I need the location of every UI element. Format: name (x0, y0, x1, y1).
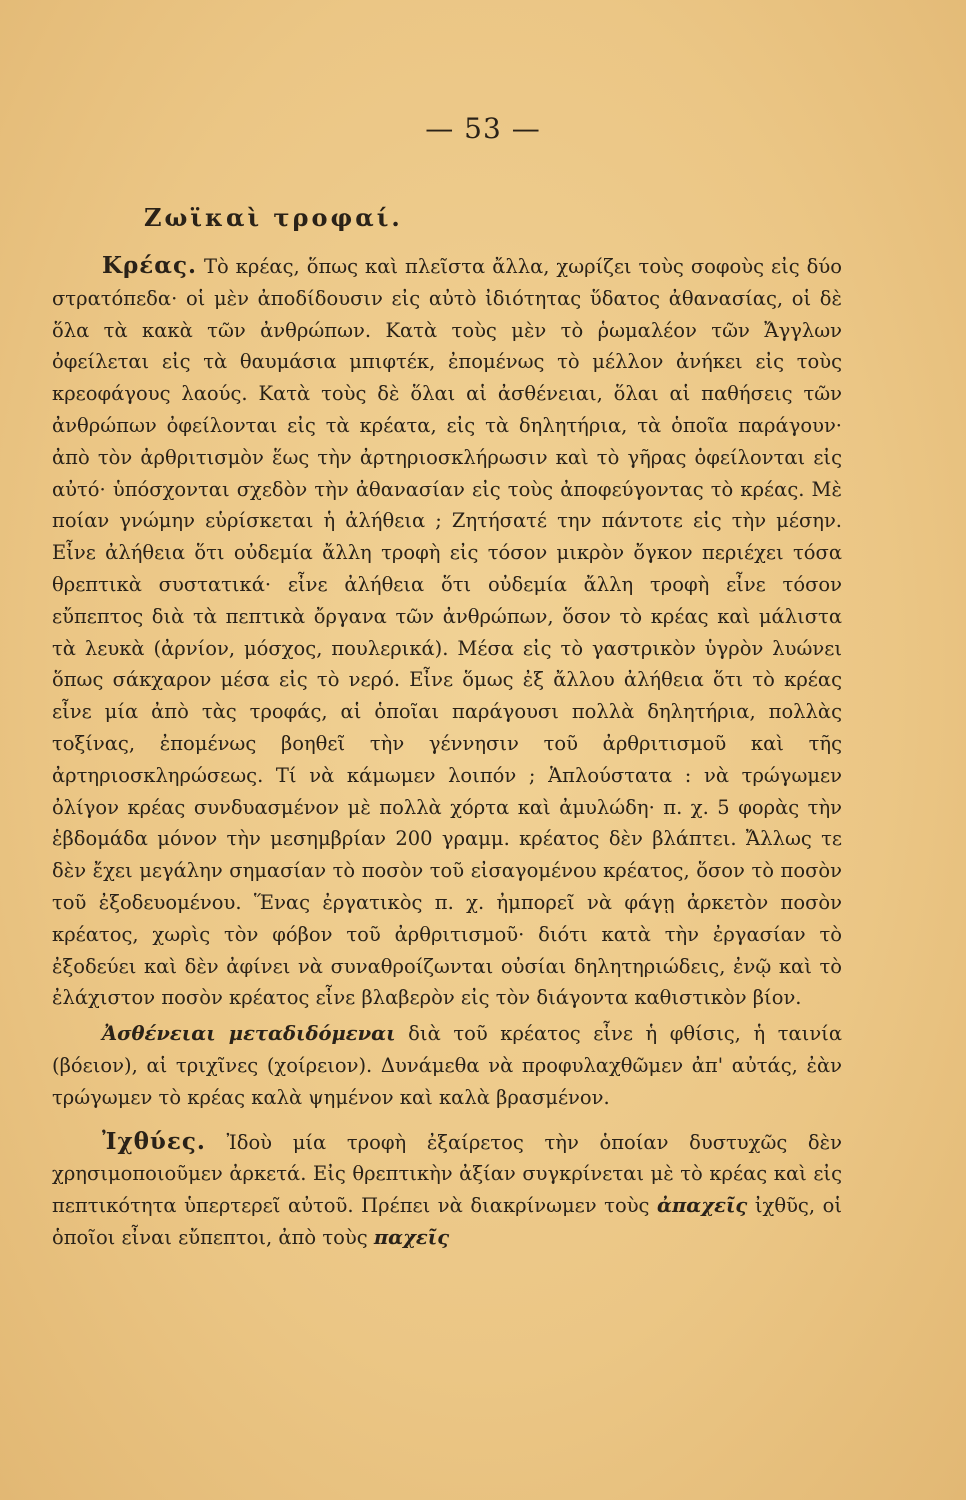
section-title: Ζωϊκαὶ τροφαί. (144, 203, 403, 232)
paragraph-meat (52, 250, 842, 1014)
page-text (52, 200, 842, 1254)
fish-emphasis-fatty: παχεῖς (373, 1225, 450, 1249)
diseases-body: διὰ τοῦ κρέατος εἶνε ἡ φθίσις, ἡ ταινία (βόειον), αἱ τριχῖνες (χοίρειον). Δυνάμεθα νὰ προφυλαχθῶμεν ἀπ' αὐτάς, ἐὰν τρώγωμεν τὸ κρέας καλὰ ψημένον καὶ καλὰ βρασμένον. (52, 1022, 842, 1109)
fish-heading: Ἰχθύες. (102, 1127, 206, 1155)
fish-body-part2: ἰχθῦς, οἱ ὁποῖοι εἶναι εὔπεπτοι, ἀπὸ τοὺς (52, 1194, 842, 1249)
meat-heading: Κρέας. (102, 252, 197, 279)
paragraph-fish (52, 1126, 842, 1254)
fish-emphasis-lean: ἀπαχεῖς (657, 1194, 748, 1218)
meat-body: Τὸ κρέας, ὅπως καὶ πλεῖστα ἄλλα, χωρίζει τοὺς σοφοὺς εἰς δύο στρατόπεδα· οἱ μὲν ἀποδίδουσιν εἰς αὐτὸ ἰδιότητας ὕδατος ἀθανασίας, οἱ δὲ ὅλα τὰ κακὰ τῶν ἀνθρώπων. Κατὰ τοὺς μὲν τὸ ῥωμαλέον τῶν Ἄγγλων ὀφείλεται εἰς τὰ θαυμάσια μπιφτέκ, ἐπομένως τὸ μέλλον ἀνήκει εἰς τοὺς κρεοφάγους λαούς. Κατὰ τοὺς δὲ ὅλαι αἱ ἀσθένειαι, ὅλαι αἱ παθήσεις τῶν ἀνθρώπων ὀφείλονται εἰς τὰ κρέατα, εἰς τὰ δηλητήρια, τὰ ὁποῖα παράγουν· ἀπὸ τὸν ἀρθριτισμὸν ἕως τὴν ἀρτηριοσκλήρωσιν καὶ τὸ γῆρας ὀφείλονται εἰς αὐτό· ὑπόσχονται σχεδὸν τὴν ἀθανασίαν εἰς τοὺς ἀποφεύγοντας τὸ κρέας. Μὲ ποίαν γνώμην εὑρίσκεται ἡ ἀλήθεια ; Ζητήσατέ την πάντοτε εἰς τὴν μέσην. Εἶνε ἀλήθεια ὅτι οὐδεμία ἄλλη τροφὴ εἰς τόσον μικρὸν ὄγκον περιέχει τόσα θρεπτικὰ συστατικά· εἶνε ἀλήθεια ὅτι οὐδεμία ἄλλη τροφὴ εἶνε τόσον εὔπεπτος διὰ τὰ πεπτικὰ ὄργανα τῶν ἀνθρώπων, ὅσον τὸ κρέας καὶ μάλιστα τὰ λευκὰ (ἀρνίον, μόσχος, πουλερικά). Μέσα εἰς τὸ γαστρικὸν ὑγρὸν λυώνει ὅπως σάκχαρον μέσα εἰς τὸ νερό. Εἶνε ὅμως ἐξ ἄλλου ἀλήθεια ὅτι τὸ κρέας εἶνε μία ἀπὸ τὰς τροφάς, αἱ ὁποῖαι παράγουσι πολλὰ δηλητήρια, πολλὰς τοξίνας, ἐπομένως βοηθεῖ τὴν γέννησιν τοῦ ἀρθριτισμοῦ καὶ τῆς ἀρτηριοσκληρώσεως. Τί νὰ κάμωμεν λοιπόν ; Ἁπλούστατα : νὰ τρώγωμεν ὀλίγον κρέας συνδυασμένον μὲ πολλὰ χόρτα καὶ ἀμυλώδη· π. χ. 5 φορὰς τὴν ἑβδομάδα μόνον τὴν μεσημβρίαν 200 γραμμ. κρέατος δὲν βλάπτει. Ἄλλως τε δὲν ἔχει μεγάλην σημασίαν τὸ ποσὸν τοῦ εἰσαγομένου κρέατος, ὅσον τὸ ποσὸν τοῦ ἐξοδευομένου. Ἕνας ἐργατικὸς π. χ. ἠμπορεῖ νὰ φάγῃ ἀρκετὸν ποσὸν κρέατος, χωρὶς τὸν φόβον τοῦ ἀρθριτισμοῦ· διότι κατὰ τὴν ἐργασίαν τὸ ἐξοδεύει καὶ δὲν ἀφίνει νὰ συναθροίζωνται οὐσίαι δηλητηριώδεις, ἐνῷ καὶ τὸ ἐλάχιστον ποσὸν κρέατος εἶνε βλαβερὸν εἰς τὸν διάγοντα καθιστικὸν βίον. (52, 255, 842, 1010)
page-number: — 53 — (425, 112, 541, 145)
paragraph-diseases (52, 1018, 842, 1113)
fish-body-part1: Ἰδοὺ μία τροφὴ ἐξαίρετος τὴν ὁποίαν δυστυχῶς δὲν χρησιμοποιοῦμεν ἀρκετά. Εἰς θρεπτικὴν ἀξίαν συγκρίνεται μὲ τὸ κρέας καὶ εἰς πεπτικότητα ὑπερτερεῖ αὐτοῦ. Πρέπει νὰ διακρίνωμεν τοὺς (52, 1130, 842, 1218)
diseases-lead: Ἀσθένειαι μεταδιδόμεναι (102, 1022, 396, 1046)
